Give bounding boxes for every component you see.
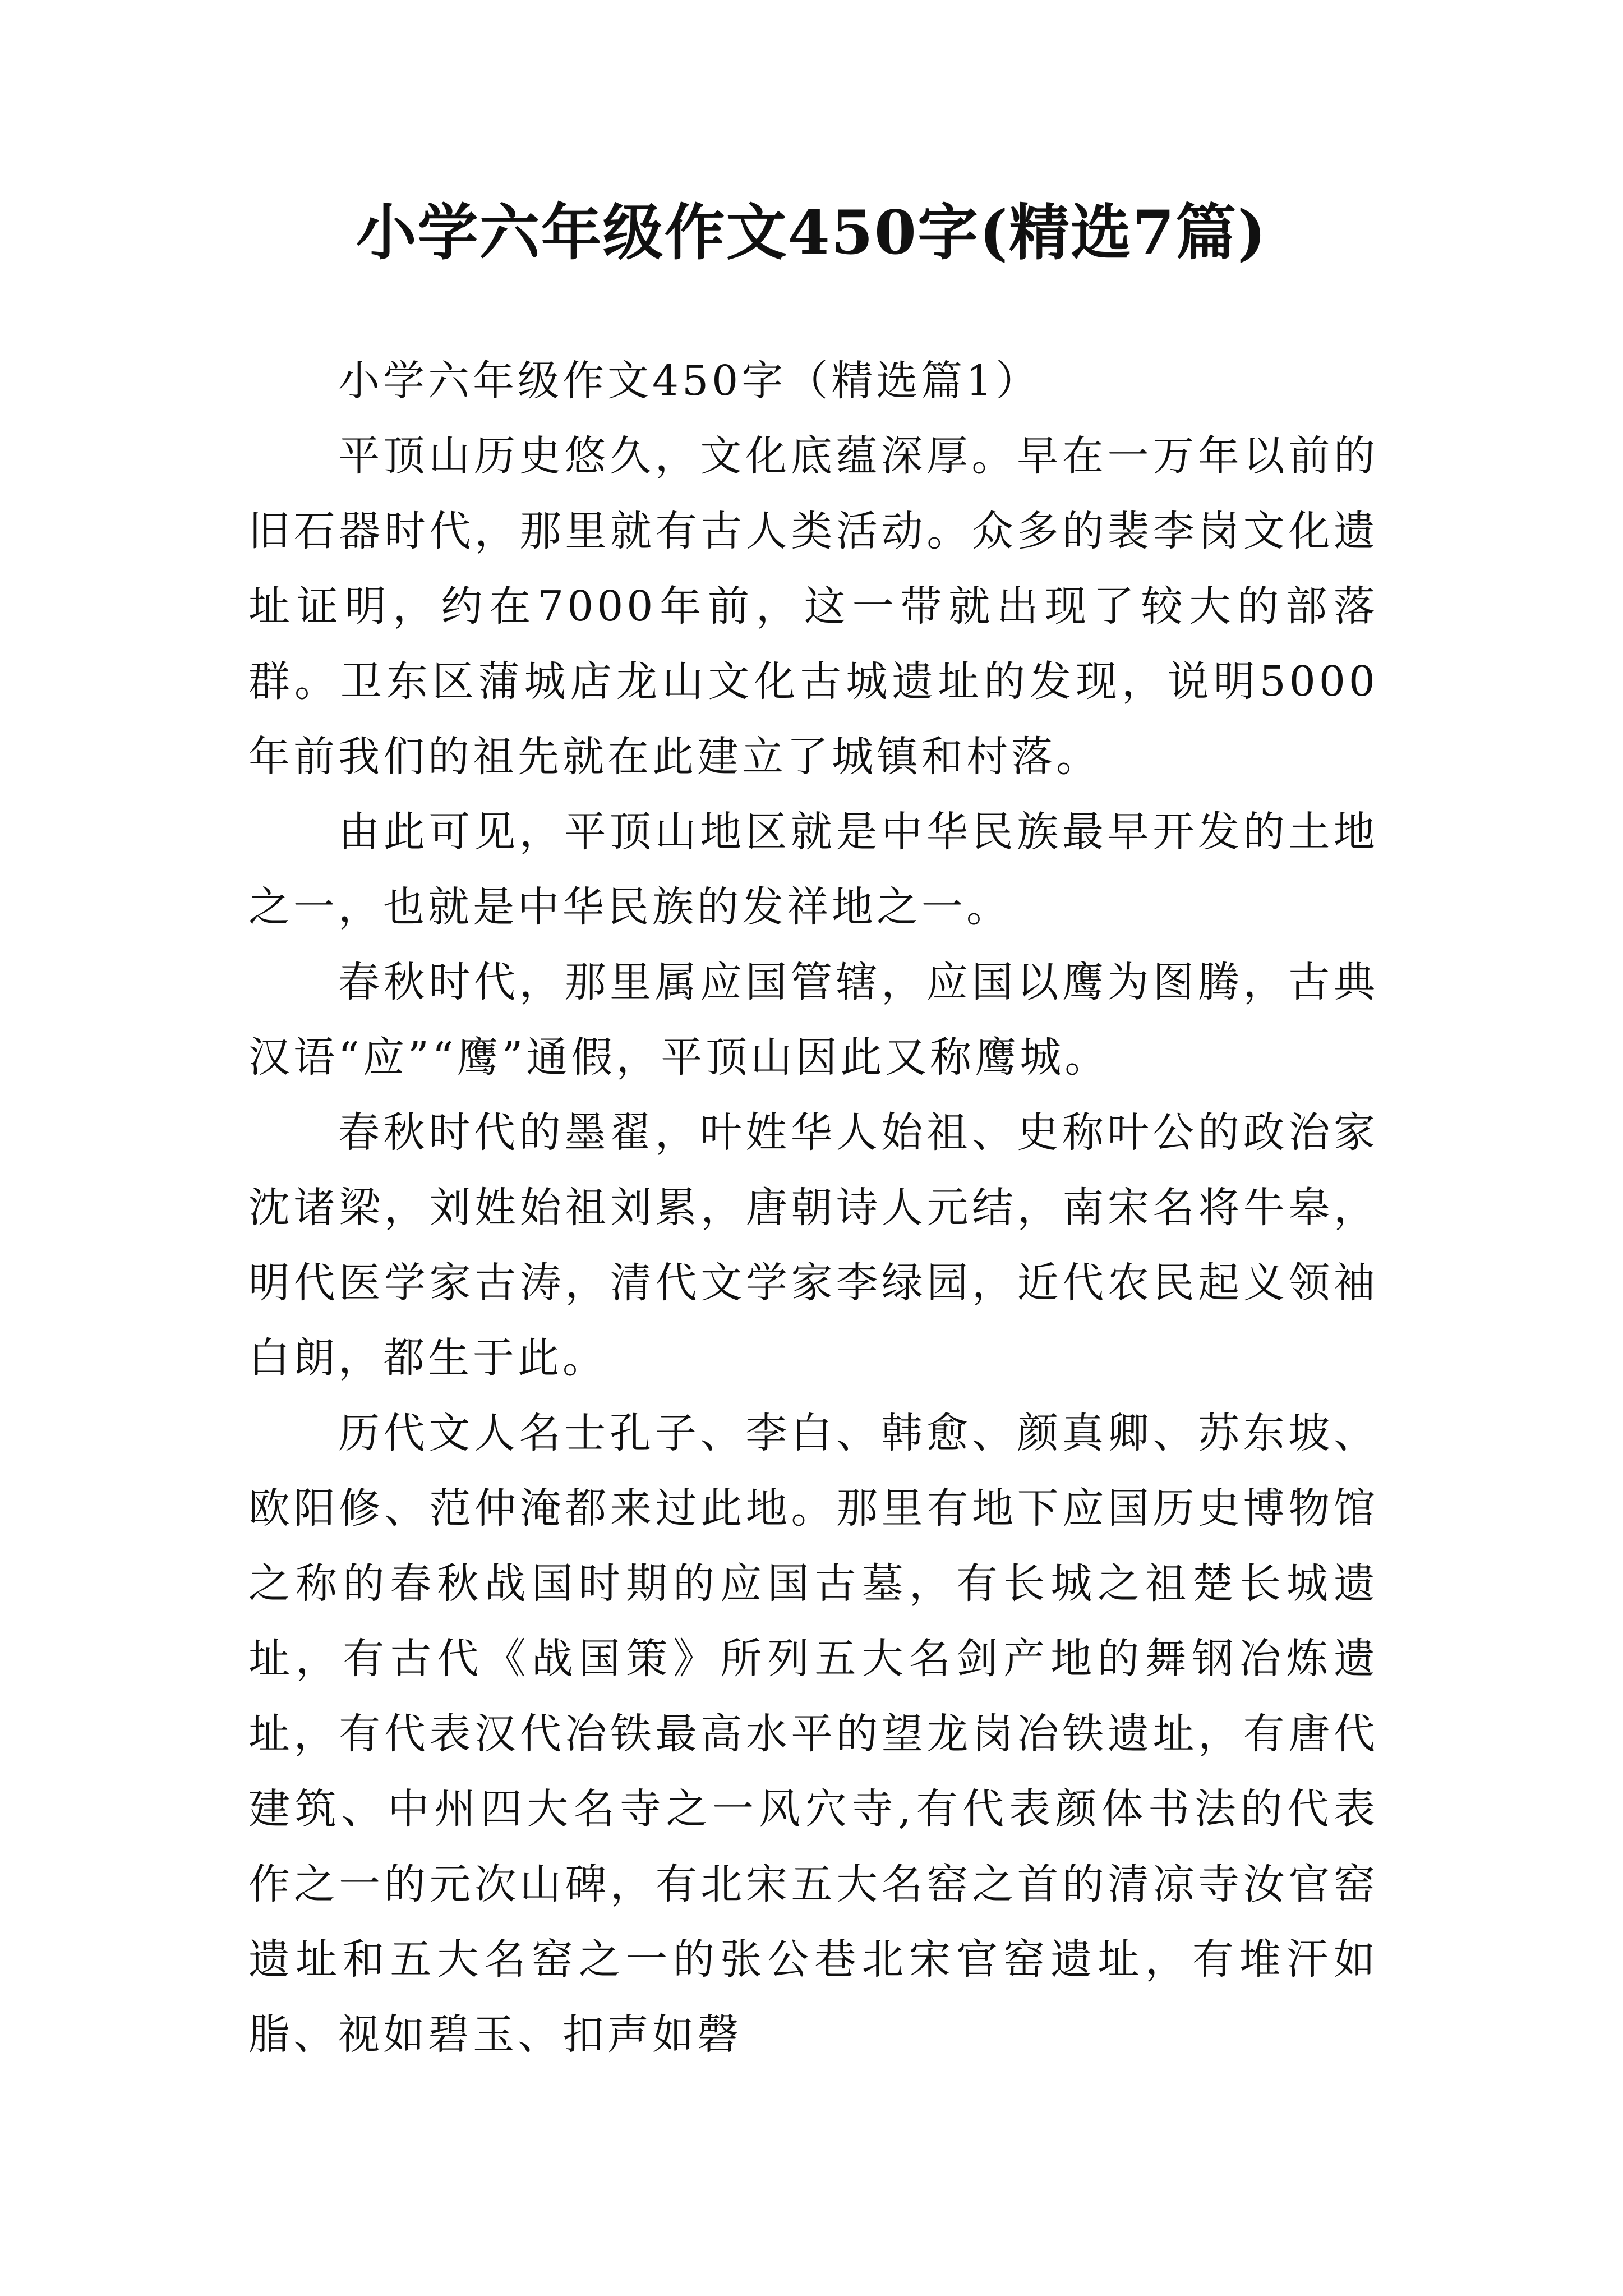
document-title: 小学六年级作文450字(精选7篇) <box>356 197 1267 268</box>
paragraph: 历代文人名士孔子、李白、韩愈、颜真卿、苏东坡、欧阳修、范仲淹都来过此地。那里有地下应国历史博物馆之称的春秋战国时期的应国古墓，有长城之祖楚长城遗址，有古代《战国策》所列五大名剑产地的舞钢冶炼遗址，有代表汉代冶铁最高水平的望龙岗冶铁遗址，有唐代建筑、中州四大名寺之一风穴寺,有代表颜体书法的代表作之一的元次山碑，有北宋五大名窑之首的清凉寺汝官窑遗址和五大名窑之一的张公巷北宋官窑遗址，有堆汗如脂、视如碧玉、扣声如磬 <box>248 1409 1378 2059</box>
paragraph: 由此可见，平顶山地区就是中华民族最早开发的土地之一，也就是中华民族的发祥地之一。 <box>248 808 1378 931</box>
paragraph: 春秋时代，那里属应国管辖，应国以鹰为图腾，古典汉语“应”“鹰”通假，平顶山因此又称鹰城。 <box>248 958 1378 1082</box>
section-heading: 小学六年级作文450字（精选篇1） <box>338 357 1041 405</box>
document-body <box>248 343 1378 2072</box>
paragraph: 平顶山历史悠久，文化底蕴深厚。早在一万年以前的旧石器时代，那里就有古人类活动。众多的裴李岗文化遗址证明，约在7000年前，这一带就出现了较大的部落群。卫东区蒲城店龙山文化古城遗址的发现，说明5000年前我们的祖先就在此建立了城镇和村落。 <box>248 432 1378 781</box>
paragraph: 春秋时代的墨翟，叶姓华人始祖、史称叶公的政治家沈诸梁，刘姓始祖刘累，唐朝诗人元结，南宋名将牛皋，明代医学家古涛，清代文学家李绿园，近代农民起义领袖白朗，都生于此。 <box>248 1108 1378 1382</box>
